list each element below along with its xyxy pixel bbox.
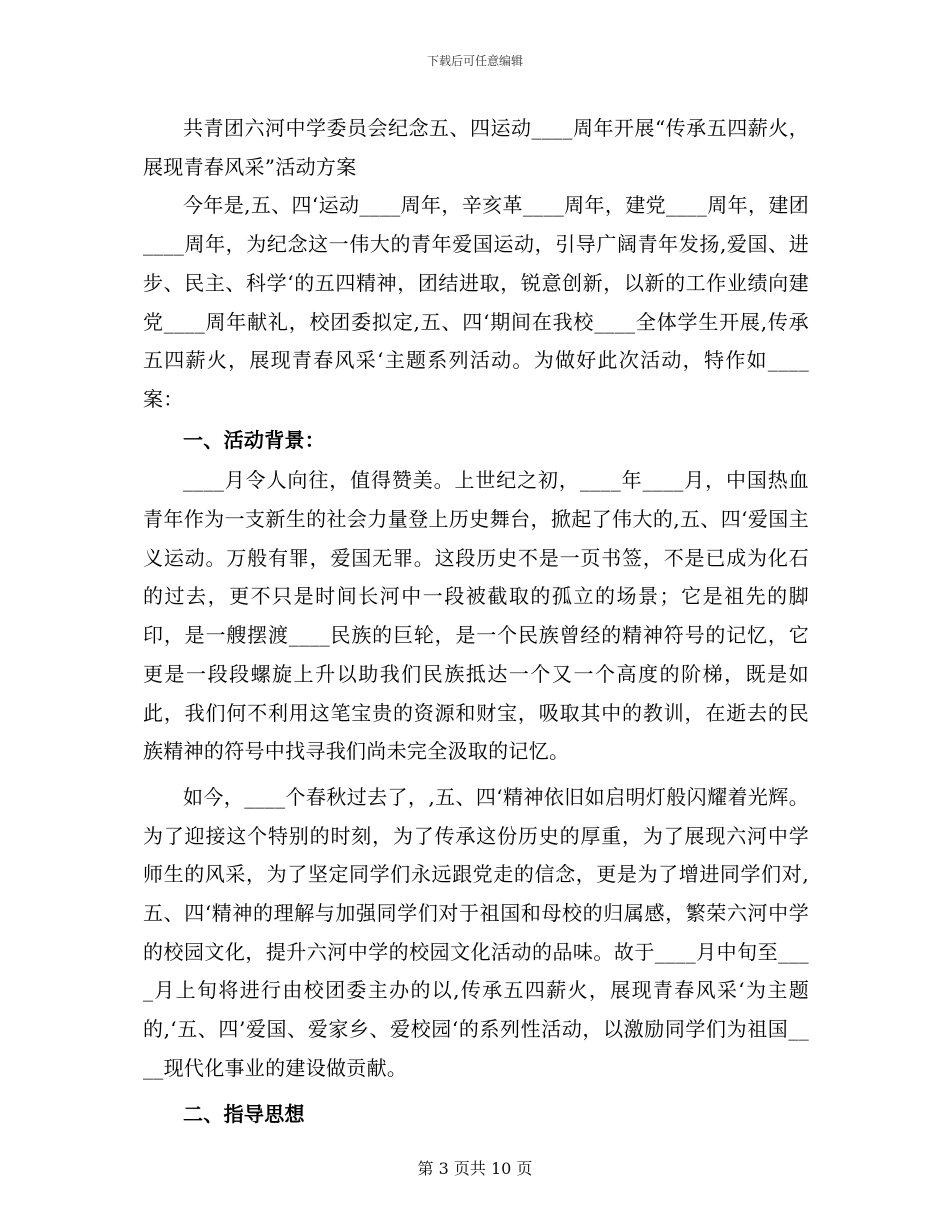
page-footer: 第 3 页共 10 页 (417, 1159, 533, 1178)
intro-paragraph: 今年是,五、四‘运动____周年，辛亥革____周年，建党____周年，建团____周年，为纪念这一伟大的青年爱国运动，引导广阔青年发扬,爱国、进步、民主、科学‘的五四精神，团结进取，锐意创新，以新的工作业绩向建党____周年献礼，校团委拟定,五、四‘期间在我校____全体学生开展,传承五四薪火，展现青春风采‘主题系列活动。为做好此次活动，特作如____案： (143, 193, 809, 411)
section-heading-background: 一、活动背景： (183, 427, 326, 452)
document-title: 共青团六河中学委员会纪念五、四运动____周年开展“传承五四薪火，展现青春风采”活动方案 (143, 116, 809, 179)
section-heading-guiding-thought: 二、指导思想 (183, 1101, 305, 1126)
document-body (143, 109, 809, 1135)
background-paragraph-2: 如今，____个春秋过去了，,五、四‘精神依旧如启明灯般闪耀着光辉。为了迎接这个特别的时刻，为了传承这份历史的厚重，为了展现六河中学师生的风采，为了坚定同学们永远跟党走的信念，更是为了增进同学们对,五、四‘精神的理解与加强同学们对于祖国和母校的归属感，繁荣六河中学的校园文化，提升六河中学的校园文化活动的品味。故于____月中旬至____月上旬将进行由校团委主办的以,传承五四薪火，展现青春风采‘为主题的,‘五、四’爱国、爱家乡、爱校园‘的系列性活动，以激励同学们为祖国____现代化事业的建设做贡献。 (143, 784, 809, 1080)
background-paragraph-1: ____月令人向往，值得赞美。上世纪之初，____年____月，中国热血青年作为一支新生的社会力量登上历史舞台，掀起了伟大的,五、四‘爱国主义运动。万般有罪，爱国无罪。这段历史不是一页书签，不是已成为化石的过去，更不只是时间长河中一段被截取的孤立的场景；它是祖先的脚印，是一艘摆渡____民族的巨轮，是一个民族曾经的精神符号的记忆，它更是一段段螺旋上升以助我们民族抵达一个又一个高度的阶梯，既是如此，我们何不利用这笔宝贵的资源和财宝，吸取其中的教训，在逝去的民族精神的符号中找寻我们尚未完全汲取的记忆。 (143, 468, 809, 764)
page-header: 下载后可任意编辑 (426, 54, 523, 68)
